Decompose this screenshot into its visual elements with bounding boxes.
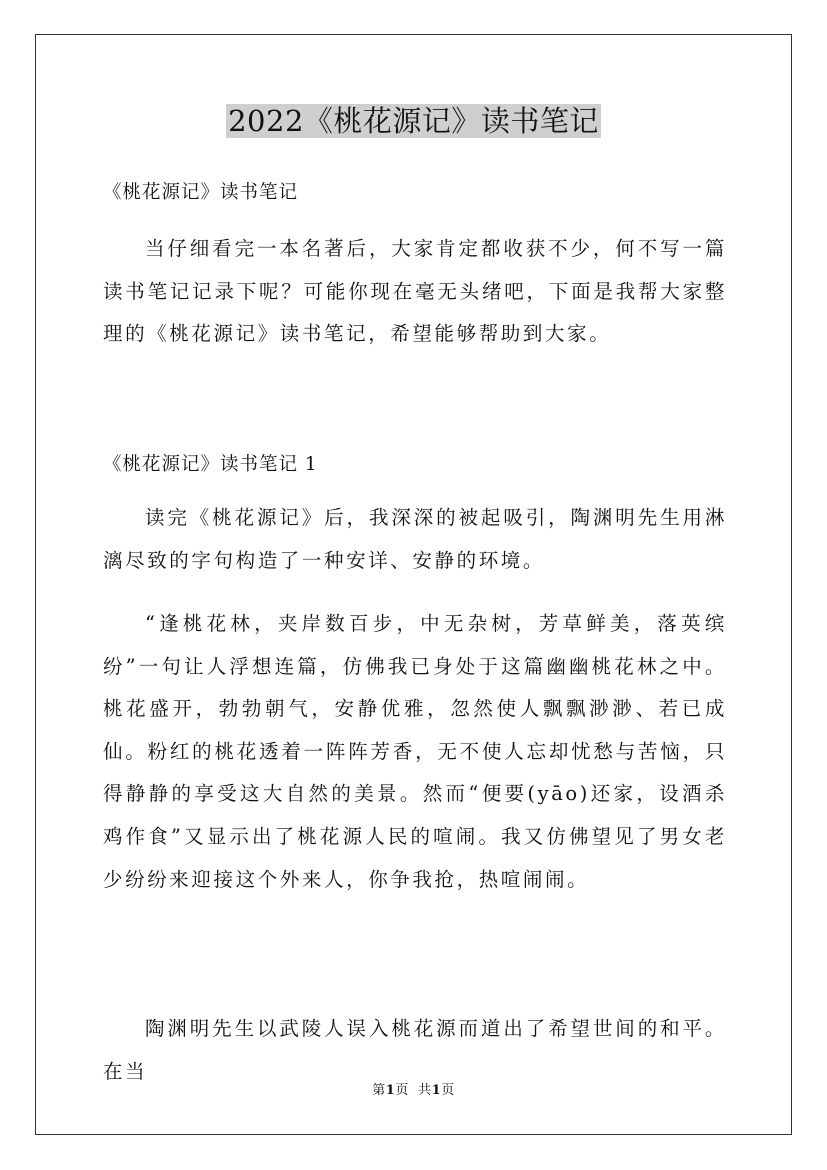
body-paragraph-2: “逢桃花林，夹岸数百步，中无杂树，芳草鲜美，落英缤纷”一句让人浮想连篇，仿佛我已身处于这篇幽幽桃花林之中。桃花盛开，勃勃朝气，安静优雅，忽然使人飘飘渺渺、若已成仙。粉红的桃花透着一阵阵芳香，无不使人忘却忧愁与苦恼，只得静静的享受这大自然的美景。然而“便要(yāo)还家，设酒杀鸡作食”又显示出了桃花源人民的喧闹。我又仿佛望见了男女老少纷纷来迎接这个外来人，你争我抢，热喧闹闹。	[103, 612, 727, 891]
intro-paragraph: 当仔细看完一本名著后，大家肯定都收获不少，何不写一篇读书笔记记录下呢？可能你现在毫无头绪吧，下面是我帮大家整理的《桃花源记》读书笔记，希望能够帮助到大家。	[103, 237, 727, 346]
body-paragraph-3: 陶渊明先生以武陵人误入桃花源而道出了希望世间的和平。在当	[103, 1017, 727, 1083]
page-label-prefix: 第	[372, 1083, 386, 1098]
page-footer	[0, 1082, 827, 1100]
body-paragraph-1: 读完《桃花源记》后，我深深的被起吸引，陶渊明先生用淋漓尽致的字句构造了一种安详、安静的环境。	[103, 506, 727, 572]
document-title-text: 2022《桃花源记》读书笔记	[228, 104, 599, 138]
page-label-suffix: 页	[395, 1083, 409, 1098]
section-heading: 《桃花源记》读书笔记 1	[103, 454, 318, 475]
page-number: 1	[385, 1083, 396, 1098]
total-pages: 1	[431, 1083, 442, 1098]
total-label-suffix: 页	[441, 1083, 455, 1098]
total-label-prefix: 共	[418, 1083, 432, 1098]
subtitle: 《桃花源记》读书笔记	[103, 182, 299, 203]
document-title	[0, 99, 827, 143]
